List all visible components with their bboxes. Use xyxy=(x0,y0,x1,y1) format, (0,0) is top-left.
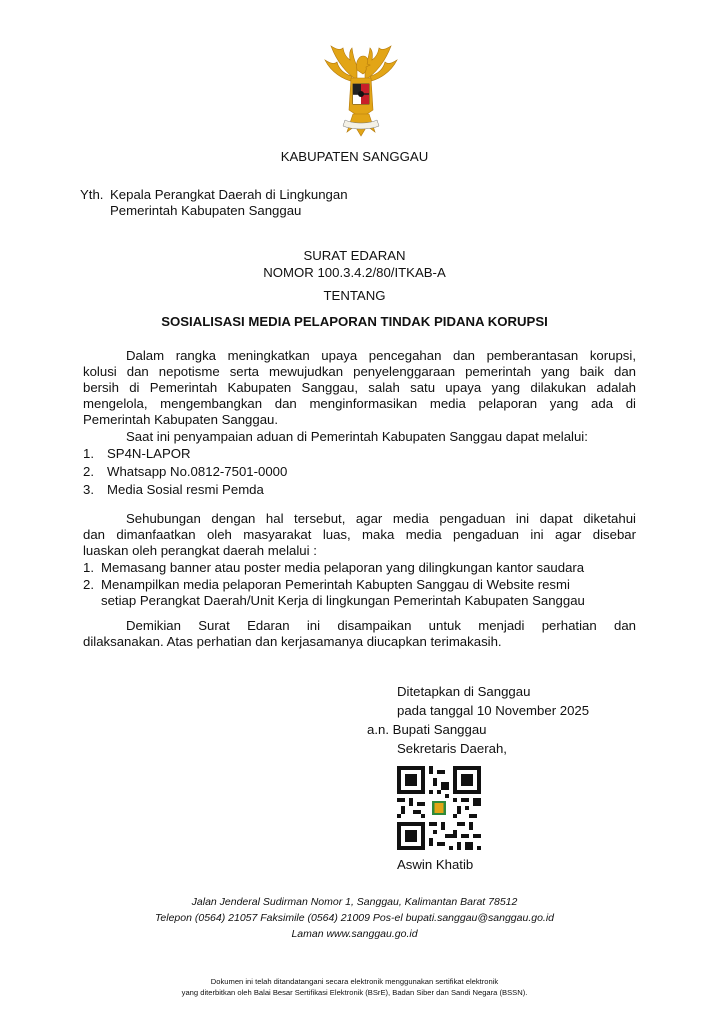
recipient-prefix: Yth. xyxy=(80,187,104,202)
p1-line: mengelola, mengembangkan dan menginformasikan media pelaporan yang ada di xyxy=(83,396,636,411)
p4-line: Demikian Surat Edaran ini disampaikan untuk menjadi perhatian dan xyxy=(126,618,636,633)
footer-website: Laman www.sanggau.go.id xyxy=(291,928,418,940)
footer-contact: Telepon (0564) 21057 Faksimile (0564) 21009 Pos-el bupati.sanggau@sanggau.go.id xyxy=(154,912,555,924)
p1-line: Dalam rangka meningkatkan upaya pencegahan dan pemberantasan korupsi, xyxy=(126,348,636,363)
doc-number: NOMOR 100.3.4.2/80/ITKAB-A xyxy=(263,265,446,280)
list1-num: 2. xyxy=(83,464,94,479)
footer-address: Jalan Jenderal Sudirman Nomor 1, Sanggau, Kalimantan Barat 78512 xyxy=(191,896,518,908)
footer-disclaimer-2: yang diterbitkan oleh Balai Besar Sertifikasi Elektronik (BSrE), Badan Siber dan Sandi Negara (BSSN). xyxy=(181,988,528,997)
list2-item-cont: setiap Perangkat Daerah/Unit Kerja di lingkungan Pemerintah Kabupaten Sanggau xyxy=(101,593,585,608)
p1-line: kolusi dan nepotisme serta mewujudkan penyelenggaraan pemerintah yang baik dan xyxy=(83,364,636,379)
recipient-line-1: Kepala Perangkat Daerah di Lingkungan xyxy=(110,187,348,202)
qr-code-icon xyxy=(397,766,481,850)
p3-line: Sehubungan dengan hal tersebut, agar media pengaduan ini dapat diketahui xyxy=(126,511,636,526)
signatory-name: Aswin Khatib xyxy=(397,857,474,872)
list1-num: 1. xyxy=(83,446,94,461)
list1-item: SP4N-LAPOR xyxy=(107,446,191,461)
list2-num: 2. xyxy=(83,577,94,592)
p4-line: dilaksanakan. Atas perhatian dan kerjasamanya diucapkan terimakasih. xyxy=(83,634,502,649)
p1-line: Pemerintah Kabupaten Sanggau. xyxy=(83,412,279,427)
doc-type: SURAT EDARAN xyxy=(303,248,406,263)
list1-num: 3. xyxy=(83,482,94,497)
list1-item: Whatsapp No.0812-7501-0000 xyxy=(107,464,288,479)
regency-heading: KABUPATEN SANGGAU xyxy=(280,149,429,164)
list2-item: Menampilkan media pelaporan Pemerintah Kabupten Sanggau di Website resmi xyxy=(101,577,570,592)
p2-text: Saat ini penyampaian aduan di Pemerintah Kabupaten Sanggau dapat melalui: xyxy=(126,429,588,444)
doc-about: TENTANG xyxy=(323,288,386,303)
recipient-line-2: Pemerintah Kabupaten Sanggau xyxy=(110,203,302,218)
doc-subject: SOSIALISASI MEDIA PELAPORAN TINDAK PIDANA KORUPSI xyxy=(161,314,548,329)
p1-line: bersih di Pemerintah Kabupaten Sanggau, salah satu upaya yang dilakukan adalah xyxy=(83,380,636,395)
p3-line: luaskan oleh perangkat daerah melalui : xyxy=(83,543,317,558)
footer-disclaimer-1: Dokumen ini telah ditandatangani secara elektronik menggunakan sertifikat elektronik xyxy=(210,977,499,986)
signature-position: Sekretaris Daerah, xyxy=(397,741,507,756)
garuda-emblem-icon xyxy=(317,40,405,140)
signature-date: pada tanggal 10 November 2025 xyxy=(397,703,590,718)
list1-item: Media Sosial resmi Pemda xyxy=(107,482,264,497)
list2-item: Memasang banner atau poster media pelaporan yang dilingkungan kantor saudara xyxy=(101,560,585,575)
p3-line: dan dimanfaatkan oleh masyarakat luas, maka media pengaduan ini agar disebar xyxy=(83,527,636,542)
signature-on-behalf: a.n. Bupati Sanggau xyxy=(367,722,487,737)
signature-place: Ditetapkan di Sanggau xyxy=(397,684,531,699)
list2-num: 1. xyxy=(83,560,94,575)
